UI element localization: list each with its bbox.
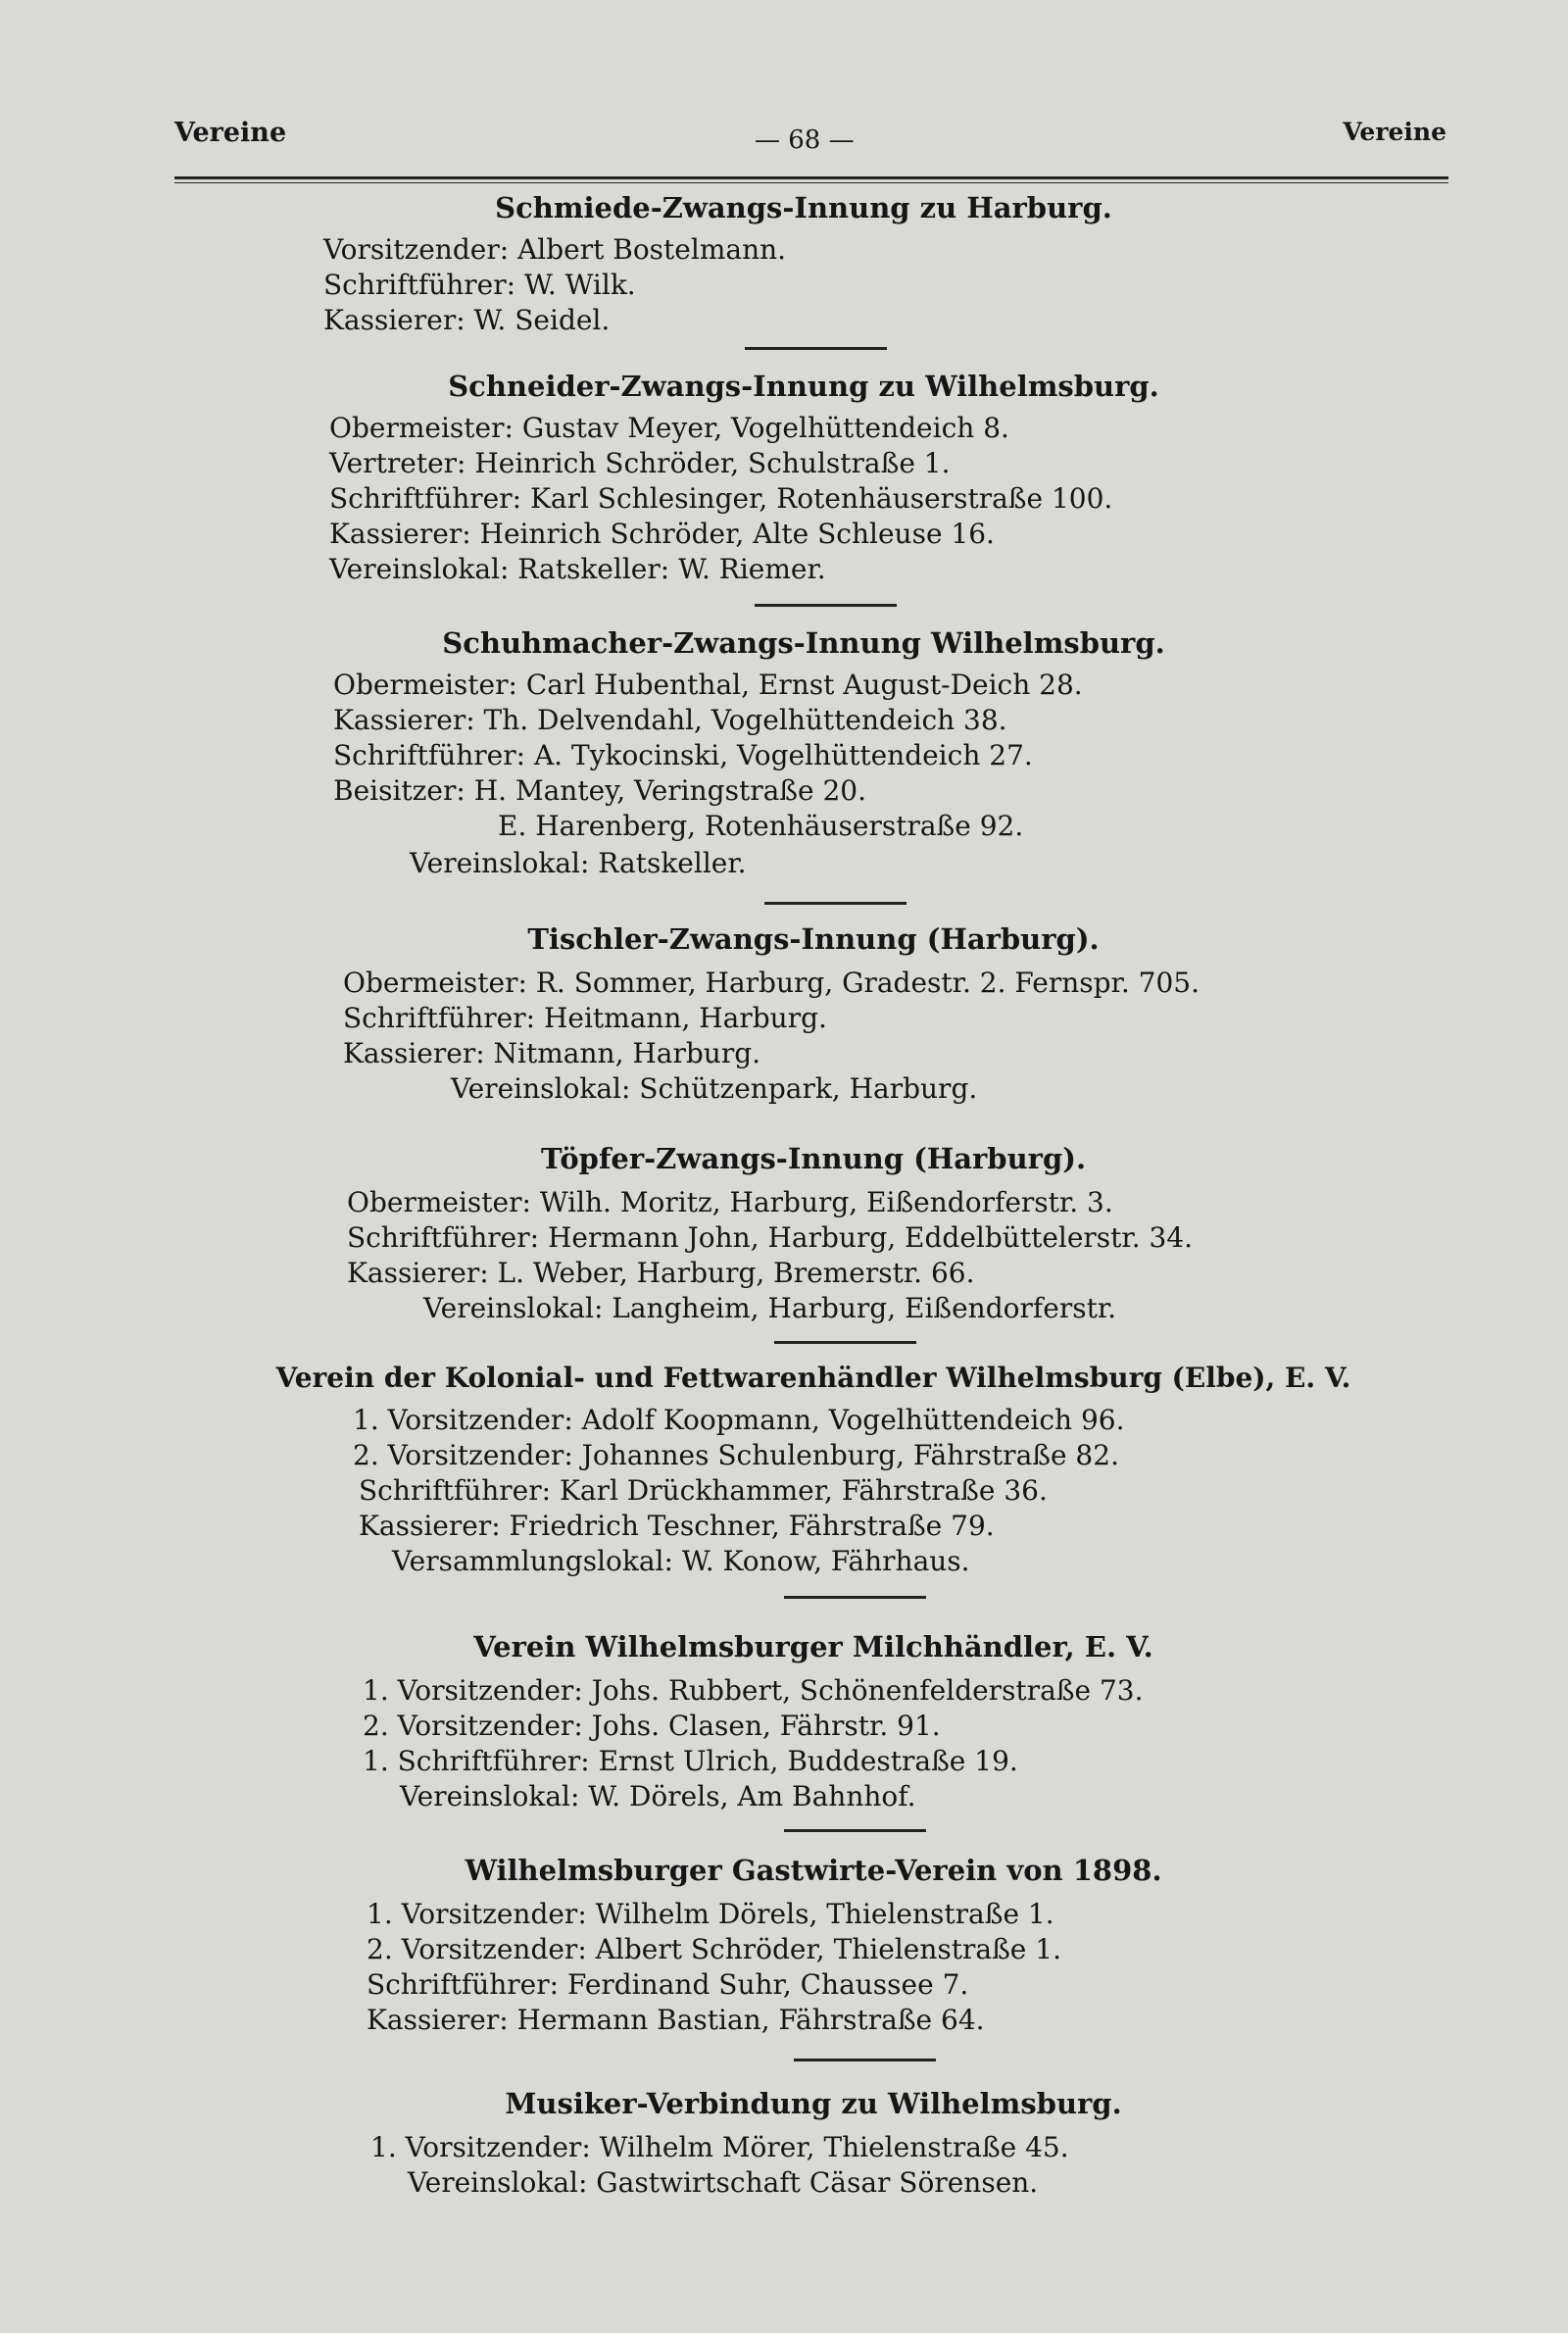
entry-line: Schriftführer: Ferdinand Suhr, Chaussee 7.: [367, 1968, 969, 2001]
section-separator: [755, 604, 897, 607]
section-title: Schneider-Zwangs-Innung zu Wilhelmsburg.: [448, 370, 1159, 403]
section-schmiede: [0, 188, 1568, 227]
entry-line: Schriftführer: Karl Drückhammer, Fährstraße 36.: [359, 1474, 1048, 1507]
section-gastwirte: [0, 1851, 1568, 1890]
header-rule: [174, 176, 1448, 179]
entry-line: Kassierer: L. Weber, Harburg, Bremerstr. 66.: [347, 1257, 975, 1289]
section-title: Verein der Kolonial- und Fettwarenhändler Wilhelmsburg (Elbe), E. V.: [275, 1362, 1351, 1394]
entry-line: 1. Vorsitzender: Wilhelm Mörer, Thielenstraße 45.: [370, 2131, 1069, 2163]
entry-line: Vertreter: Heinrich Schröder, Schulstraße 1.: [329, 447, 951, 479]
entry-line: Schriftführer: Karl Schlesinger, Rotenhäuserstraße 100.: [329, 482, 1113, 515]
section-tischler: [0, 919, 1568, 959]
section-title: Tischler-Zwangs-Innung (Harburg).: [527, 922, 1100, 956]
section-separator: [764, 902, 906, 905]
section-separator: [774, 1341, 916, 1344]
entry-line: Schriftführer: A. Tykocinski, Vogelhüttendeich 27.: [333, 739, 1033, 771]
entry-line: Vereinslokal: Ratskeller.: [410, 847, 747, 879]
section-schuhmacher: [0, 623, 1568, 663]
section-milchhaendler: [0, 1627, 1568, 1666]
section-schneider: [0, 367, 1568, 406]
page-number: — 68 —: [755, 125, 855, 155]
entry-line: Kassierer: W. Seidel.: [323, 304, 611, 336]
entry-line: Vereinslokal: Gastwirtschaft Cäsar Sörensen.: [408, 2166, 1039, 2199]
entry-line: 1. Vorsitzender: Johs. Rubbert, Schönenfelderstraße 73.: [363, 1674, 1144, 1707]
entry-line: 1. Schriftführer: Ernst Ulrich, Buddestraße 19.: [363, 1745, 1018, 1777]
entry-line: Kassierer: Heinrich Schröder, Alte Schleuse 16.: [329, 518, 995, 550]
entry-line: Schriftführer: Hermann John, Harburg, Eddelbüttelerstr. 34.: [347, 1221, 1194, 1254]
entry-line: Vereinslokal: Langheim, Harburg, Eißendorferstr.: [423, 1292, 1117, 1324]
section-title: Schuhmacher-Zwangs-Innung Wilhelmsburg.: [442, 626, 1165, 660]
section-separator: [784, 1829, 926, 1832]
section-title: Musiker-Verbindung zu Wilhelmsburg.: [505, 2087, 1122, 2120]
header-rule-thin: [174, 182, 1448, 183]
entry-line: Vorsitzender: Albert Bostelmann.: [323, 233, 787, 266]
entry-line: Obermeister: Carl Hubenthal, Ernst August-Deich 28.: [333, 669, 1083, 701]
entry-line: Schriftführer: Heitmann, Harburg.: [343, 1002, 827, 1034]
entry-line: Obermeister: R. Sommer, Harburg, Gradestr. 2. Fernspr. 705.: [343, 967, 1200, 999]
section-kolonial: [0, 1359, 1568, 1398]
section-musiker: [0, 2084, 1568, 2123]
section-separator: [784, 1596, 926, 1599]
section-title: Schmiede-Zwangs-Innung zu Harburg.: [495, 191, 1112, 224]
entry-line: Vereinslokal: Schützenpark, Harburg.: [451, 1072, 978, 1105]
entry-line: E. Harenberg, Rotenhäuserstraße 92.: [498, 810, 1024, 842]
entry-line: 1. Vorsitzender: Wilhelm Dörels, Thielenstraße 1.: [367, 1898, 1054, 1930]
entry-line: Obermeister: Wilh. Moritz, Harburg, Eißendorferstr. 3.: [347, 1186, 1113, 1218]
entry-line: Schriftführer: W. Wilk.: [323, 269, 636, 301]
running-header-right: Vereine: [1343, 118, 1446, 146]
entry-line: Obermeister: Gustav Meyer, Vogelhüttendeich 8.: [329, 412, 1009, 444]
entry-line: Kassierer: Hermann Bastian, Fährstraße 64.: [367, 2004, 985, 2036]
section-toepfer: [0, 1139, 1568, 1178]
section-separator: [745, 347, 887, 350]
running-header-left: Vereine: [174, 118, 287, 148]
entry-line: Beisitzer: H. Mantey, Veringstraße 20.: [333, 774, 866, 807]
entry-line: 1. Vorsitzender: Adolf Koopmann, Vogelhüttendeich 96.: [353, 1404, 1125, 1436]
entry-line: 2. Vorsitzender: Albert Schröder, Thielenstraße 1.: [367, 1933, 1061, 1965]
entry-line: Vereinslokal: W. Dörels, Am Bahnhof.: [400, 1780, 916, 1812]
section-title: Wilhelmsburger Gastwirte-Verein von 1898.: [465, 1854, 1162, 1887]
entry-line: Kassierer: Friedrich Teschner, Fährstraße 79.: [359, 1510, 995, 1542]
section-title: Verein Wilhelmsburger Milchhändler, E. V.: [473, 1630, 1153, 1663]
entry-line: 2. Vorsitzender: Johannes Schulenburg, Fährstraße 82.: [353, 1439, 1119, 1471]
section-separator: [794, 2059, 936, 2061]
entry-line: Versammlungslokal: W. Konow, Fährhaus.: [392, 1545, 970, 1577]
entry-line: Vereinslokal: Ratskeller: W. Riemer.: [329, 553, 826, 585]
entry-line: Kassierer: Th. Delvendahl, Vogelhüttendeich 38.: [333, 704, 1007, 736]
section-title: Töpfer-Zwangs-Innung (Harburg).: [540, 1142, 1087, 1175]
entry-line: 2. Vorsitzender: Johs. Clasen, Fährstr. 91.: [363, 1710, 941, 1742]
entry-line: Kassierer: Nitmann, Harburg.: [343, 1037, 761, 1069]
